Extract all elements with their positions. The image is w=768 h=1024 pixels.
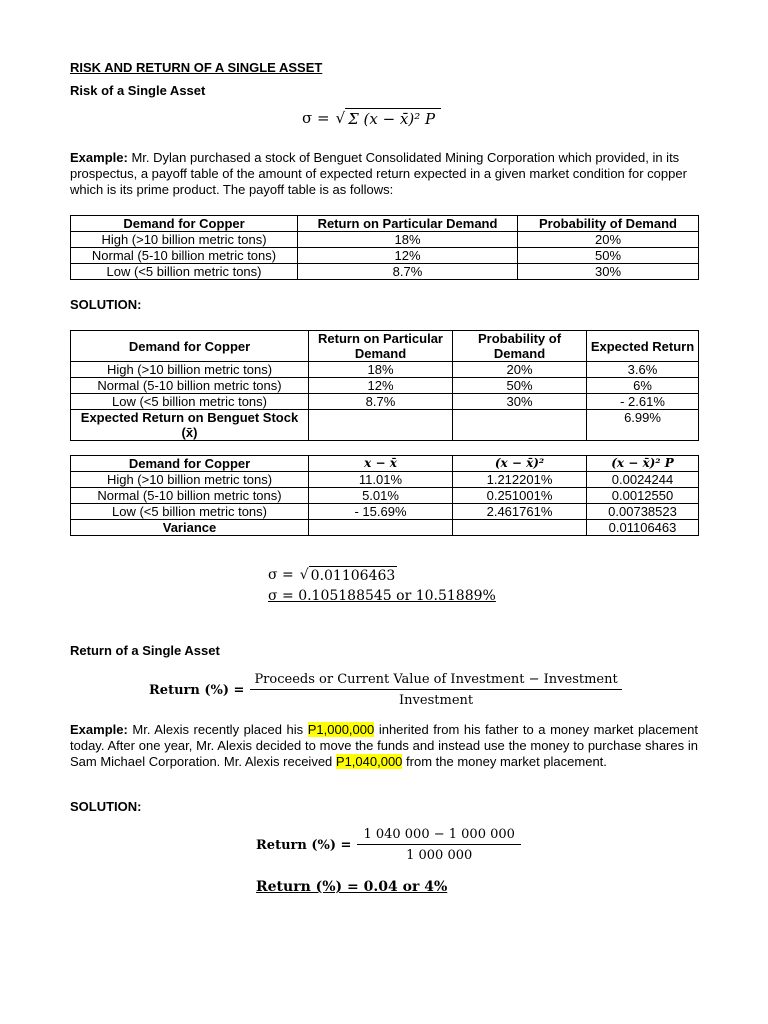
table-cell: Low (<5 billion metric tons) [71,504,309,520]
document-title: RISK AND RETURN OF A SINGLE ASSET [70,60,323,75]
total-value: 0.01106463 [587,520,699,536]
example-label: Example: [70,722,128,737]
table-cell: 5.01% [309,488,453,504]
table-cell: High (>10 billion metric tons) [71,362,309,378]
payoff-table [70,215,699,280]
sigma-formula: σ = √ Σ (x − x̄)² P [302,108,441,128]
table-header: x − x̄ [309,456,453,472]
sigma-result-line-1: σ = √ 0.01106463 [268,567,396,584]
table-cell: Normal (5-10 billion metric tons) [71,488,309,504]
table-cell: 20% [518,232,699,248]
solution-label: SOLUTION: [70,799,142,814]
solution-label: SOLUTION: [70,297,142,312]
table-header-row [71,216,699,232]
return-calc-fraction [357,827,520,863]
table-cell: High (>10 billion metric tons) [71,232,298,248]
highlighted-amount: P1,000,000 [307,722,375,737]
sigma-formula-radicand: Σ (x − x̄)² P [345,108,441,128]
example-paragraph-1 [70,150,698,198]
example-text: Mr. Dylan purchased a stock of Benguet Consolidated Mining Corporation which provided, in its prospectus, a payoff table of the amount of expected return expected in a given market condition for copper which is its prime product. The payoff table is as follows: [70,150,687,197]
table-total-row [71,410,699,441]
highlighted-amount: P1,040,000 [335,754,403,769]
table-header-row [71,331,699,362]
table-header: Probability of Demand [453,331,587,362]
table-cell: 8.7% [309,394,453,410]
table-cell: 12% [309,378,453,394]
section-heading-return: Return of a Single Asset [70,643,220,658]
table-cell: 1.212201% [453,472,587,488]
table-cell: - 2.61% [587,394,699,410]
table-cell: 2.461761% [453,504,587,520]
table-cell: 20% [453,362,587,378]
table-cell: Low (<5 billion metric tons) [71,264,298,280]
table-cell: 18% [309,362,453,378]
example-label: Example: [70,150,128,165]
table-cell: 0.0012550 [587,488,699,504]
table-row [71,472,699,488]
table-cell: - 15.69% [309,504,453,520]
table-cell: Low (<5 billion metric tons) [71,394,309,410]
table-header: Demand for Copper [71,456,309,472]
return-result: Return (%) = 0.04 or 4% [256,879,448,895]
table-row [71,248,699,264]
table-cell: 11.01% [309,472,453,488]
table-cell: 30% [518,264,699,280]
return-calc-lhs: Return (%) = [256,837,352,853]
table-cell: High (>10 billion metric tons) [71,472,309,488]
table-header: Demand for Copper [71,216,298,232]
return-calc-numerator: 1 040 000 − 1 000 000 [357,827,520,845]
example-text: inherited from his father to a money market placement today. After one year, Mr. Alexis decided to move the funds and instead use the money to purchase shares in Sam Michael Corporation. Mr. Alexis received [70,722,698,769]
example-text: from the money market placement. [406,754,607,769]
table-header: Return on Particular Demand [309,331,453,362]
table-cell: 30% [453,394,587,410]
table-cell: Normal (5-10 billion metric tons) [71,248,298,264]
return-formula-denominator: Investment [399,693,474,708]
table-row [71,488,699,504]
table-row [71,504,699,520]
return-calc-denominator: 1 000 000 [406,848,473,863]
table-header: Return on Particular Demand [298,216,518,232]
table-row [71,378,699,394]
return-formula-fraction [250,672,621,708]
sigma-result-line-2: σ = 0.105188545 or 10.51889% [268,588,496,604]
table-cell: 6% [587,378,699,394]
example-paragraph-2 [70,722,698,770]
table-cell: 0.00738523 [587,504,699,520]
table-cell: 0.251001% [453,488,587,504]
table-row [71,394,699,410]
total-value: 6.99% [587,410,699,441]
table-row [71,362,699,378]
return-formula [149,672,622,708]
sigma-formula-lhs: σ = [302,109,330,127]
variance-table [70,455,699,536]
table-cell [453,520,587,536]
table-cell [453,410,587,441]
table-cell: 50% [453,378,587,394]
table-cell: 50% [518,248,699,264]
table-cell: Normal (5-10 billion metric tons) [71,378,309,394]
table-cell [309,410,453,441]
table-cell: 12% [298,248,518,264]
section-heading-risk: Risk of a Single Asset [70,83,206,98]
table-cell: 3.6% [587,362,699,378]
table-total-row [71,520,699,536]
table-cell: 0.0024244 [587,472,699,488]
table-cell: 18% [298,232,518,248]
table-cell [309,520,453,536]
sigma-result-lhs: σ = [268,567,294,583]
return-formula-numerator: Proceeds or Current Value of Investment − Investment [250,672,621,690]
table-row [71,232,699,248]
table-header: (x − x̄)² [453,456,587,472]
table-header: (x − x̄)² P [587,456,699,472]
total-label: Expected Return on Benguet Stock (x̄) [71,410,309,441]
return-calculation [256,827,521,863]
return-formula-lhs: Return (%) = [149,682,245,698]
table-header: Expected Return [587,331,699,362]
table-cell: 8.7% [298,264,518,280]
sigma-result-radicand: 0.01106463 [310,568,396,584]
expected-return-table [70,330,699,441]
table-header: Demand for Copper [71,331,309,362]
example-text: Mr. Alexis recently placed his [132,722,304,737]
table-row [71,264,699,280]
table-header: Probability of Demand [518,216,699,232]
total-label: Variance [71,520,309,536]
table-header-row [71,456,699,472]
